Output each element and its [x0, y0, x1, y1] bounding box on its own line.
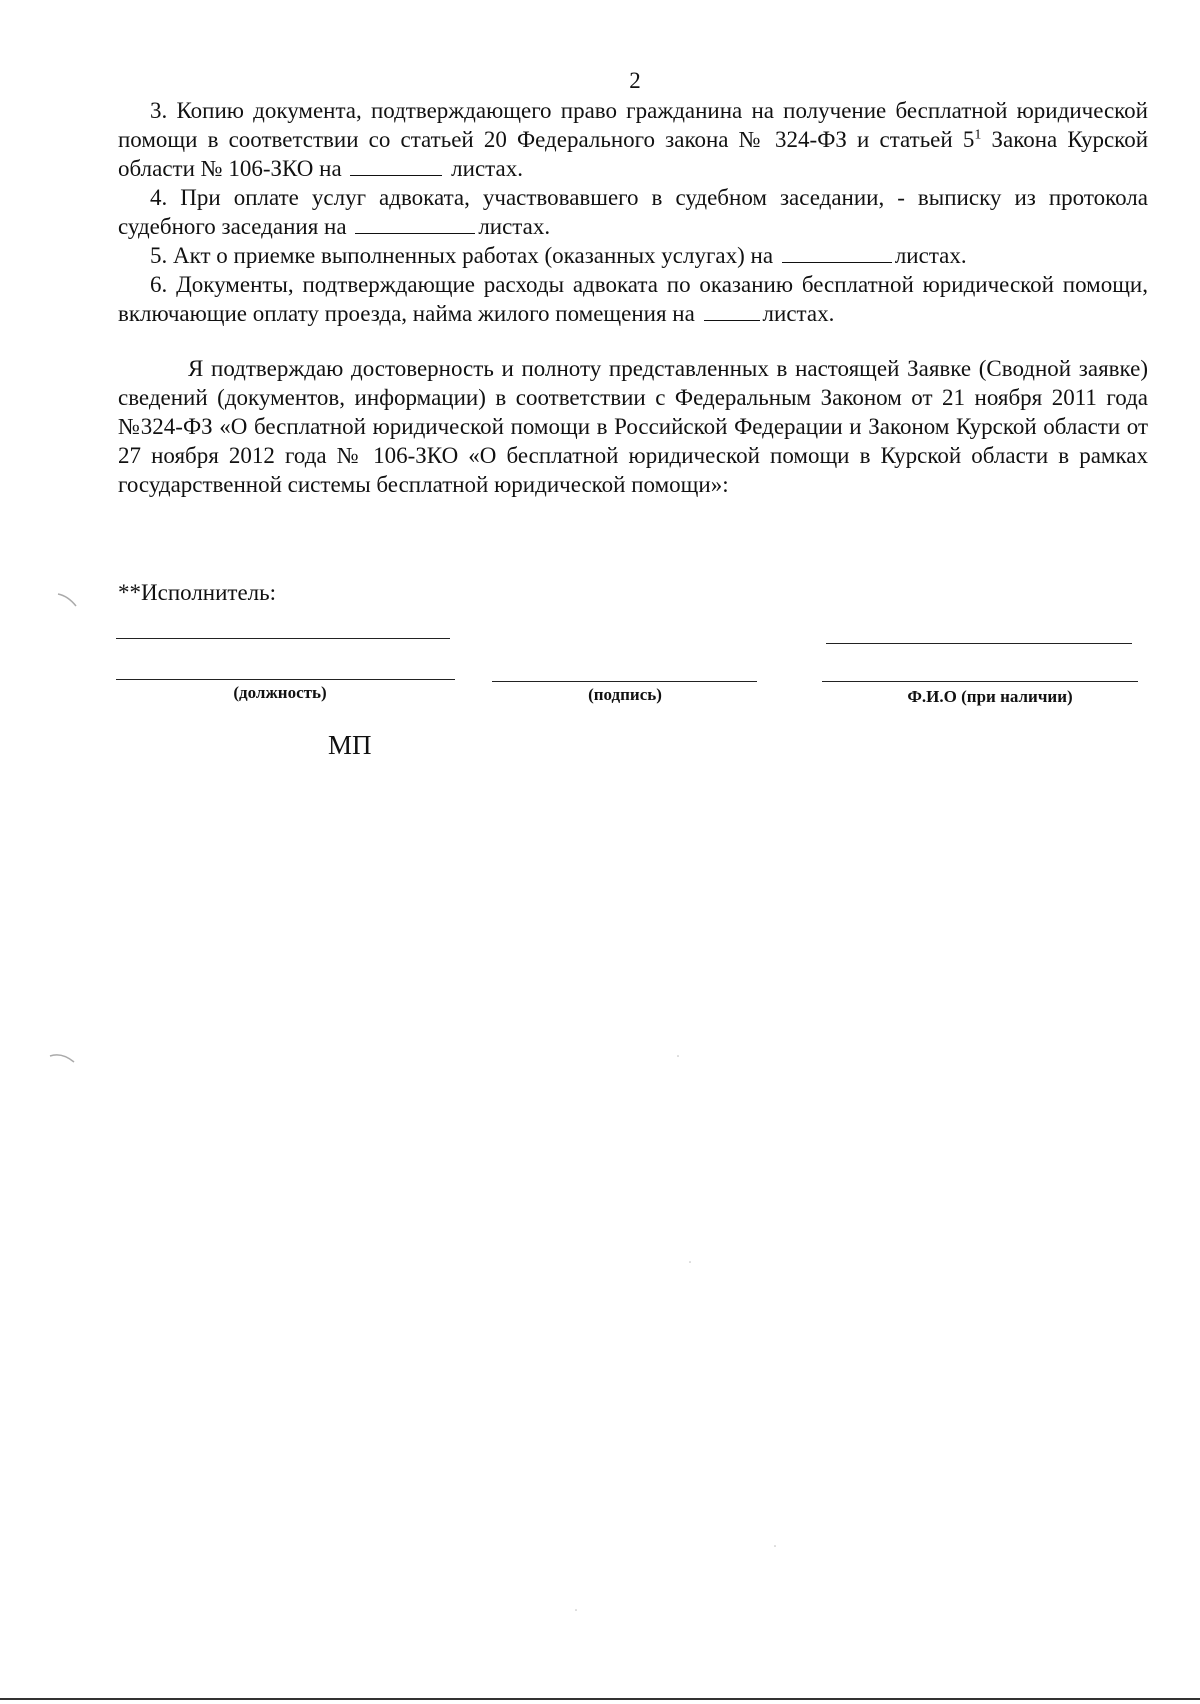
sheets-count-blank[interactable]	[355, 213, 475, 234]
scan-speck	[677, 1055, 679, 1057]
sheets-count-blank[interactable]	[704, 300, 760, 321]
position-caption: (должность)	[233, 683, 327, 702]
signature-caption: (подпись)	[588, 685, 662, 704]
item-5-suffix: листах.	[894, 243, 967, 268]
item-5-text: 5. Акт о приемке выполненных работах (оказанных услугах) на	[150, 243, 774, 268]
document-body	[118, 96, 1148, 499]
list-item-4	[118, 183, 1148, 241]
scan-speck	[774, 1545, 776, 1547]
sheets-count-blank[interactable]	[350, 155, 442, 176]
confirmation-statement: Я подтверждаю достоверность и полноту представленных в настоящей Заявке (Сводной заявке) сведений (документов, информации) в соответствии с Федеральным Законом от 21 ноября 2011 года №324-ФЗ «О бесплатной юридической помощи в Российской Федерации и Законом Курской области от 27 ноября 2012 года № 106-ЗКО «О бесплатной юридической помощи в Курской области в рамках государственной системы бесплатной юридической помощи»:	[118, 356, 1148, 497]
position-line[interactable]	[116, 679, 455, 680]
item-6-text: 6. Документы, подтверждающие расходы адвоката по оказанию бесплатной юридической помощи, включающие оплату проезда, найма жилого помещения на	[118, 272, 1148, 326]
scan-speck	[575, 1609, 577, 1611]
name-line-upper[interactable]	[826, 643, 1132, 644]
list-item-3	[118, 96, 1148, 183]
stamp-label: МП	[328, 730, 372, 760]
position-line-upper[interactable]	[116, 638, 450, 639]
page-bottom-edge	[0, 1698, 1200, 1700]
list-item-5	[118, 241, 1148, 270]
item-4-suffix: листах.	[478, 214, 551, 239]
scan-speck	[689, 1261, 691, 1263]
sheets-count-blank[interactable]	[782, 242, 892, 263]
item-3-suffix: листах.	[451, 156, 523, 181]
list-item-6	[118, 270, 1148, 328]
name-line[interactable]	[822, 681, 1138, 682]
signature-line[interactable]	[492, 681, 757, 682]
superscript: 1	[974, 127, 982, 143]
item-6-suffix: листах.	[762, 301, 835, 326]
item-3-text-cont: Закона Курской области № 106-ЗКО на	[118, 127, 1148, 181]
item-3-text: 3. Копию документа, подтверждающего право гражданина на получение бесплатной юридической помощи в соответствии со статьей 20 Федерального закона № 324-ФЗ и статьей 5	[118, 98, 1148, 152]
name-caption: Ф.И.О (при наличии)	[907, 687, 1073, 706]
page-number: 2	[629, 68, 641, 93]
scan-mark	[50, 1055, 74, 1062]
executor-label: **Исполнитель:	[118, 580, 277, 605]
item-4-text: 4. При оплате услуг адвоката, участвовавшего в судебном заседании, - выписку из протокола судебного заседания на	[118, 185, 1148, 239]
scan-mark	[58, 594, 76, 606]
